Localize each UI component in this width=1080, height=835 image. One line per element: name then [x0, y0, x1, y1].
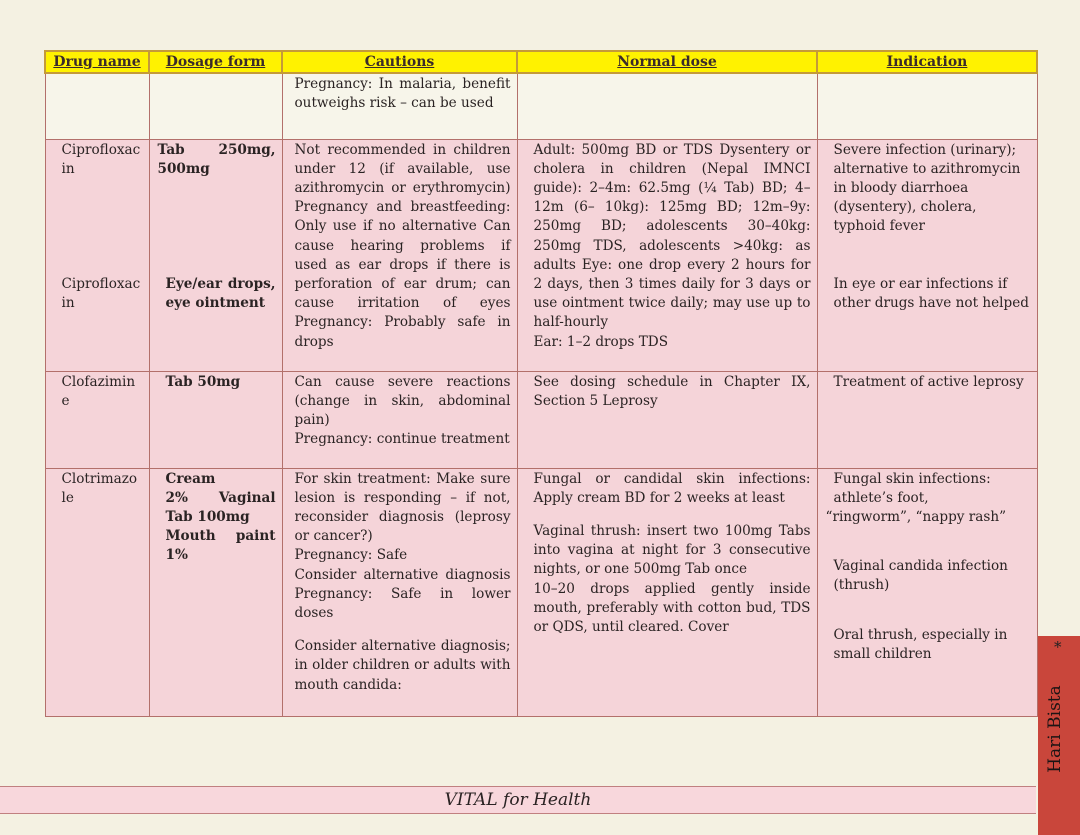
cautions-cell: Not recommended in children under 12 (if available, use azithromycin or erythromycin) Pregnancy and breastfeeding: Only use if no alternative Can cause hearing problems if used as ear drops if there is perforation of ear drum; can cause irritation of eyes Pregnancy: Probably safe in drops: [282, 139, 517, 371]
indication-cell: Treatment of active leprosy: [817, 371, 1037, 468]
footer-banner: [0, 786, 1036, 814]
normal-dose-cell: See dosing schedule in Chapter IX, Section 5 Leprosy: [517, 371, 817, 468]
header-dosage-form: Dosage form: [149, 51, 282, 73]
normal-dose-cell: Fungal or candidal skin infections: Apply cream BD for 2 weeks at least Vaginal thrush: insert two 100mg Tabs into vagina at night for 3 consecutive nights, or one 500mg Tab once 10–20 drops applied gently inside mouth, preferably with cotton bud, TDS or QDS, until cleared. Cover: [517, 468, 817, 716]
cautions-cell: For skin treatment: Make sure lesion is responding – if not, reconsider diagnosis (leprosy or cancer?) Pregnancy: Safe Consider alternative diagnosis Pregnancy: Safe in lower doses Consider alternative diagnosis; in older children or adults with mouth candida:: [282, 468, 517, 716]
drug-table: [44, 50, 1036, 717]
dosage-form-cell: Tab 50mg: [149, 371, 282, 468]
indication-cell: Fungal skin infections: athlete’s foot, “ringworm”, “nappy rash” Vaginal candida infection (thrush) Oral thrush, especially in small children: [817, 468, 1037, 716]
header-cautions: Cautions: [282, 51, 517, 73]
indication-cell: Severe infection (urinary); alternative to azithromycin in bloody diarrhoea (dysentery), cholera, typhoid fever In eye or ear infections if other drugs have not helped: [817, 139, 1037, 371]
header-drug-name: Drug name: [45, 51, 149, 73]
table-row: [45, 371, 1037, 468]
star-mark: *: [1054, 638, 1062, 656]
cautions-cell: Can cause severe reactions (change in skin, abdominal pain) Pregnancy: continue treatment: [282, 371, 517, 468]
footer-title: VITAL for Health: [444, 790, 592, 810]
table-row: [45, 73, 1037, 139]
cautions-cell: Pregnancy: In malaria, benefit outweighs risk – can be used: [282, 73, 517, 139]
header-indication: Indication: [817, 51, 1037, 73]
table-row: [45, 468, 1037, 716]
header-normal-dose: Normal dose: [517, 51, 817, 73]
drug-name-cell: Clotrimazo le: [45, 468, 149, 716]
normal-dose-cell: Adult: 500mg BD or TDS Dysentery or cholera in children (Nepal IMNCI guide): 2–4m: 62.5mg (¼ Tab) BD; 4–12m (6– 10kg): 125mg BD; 12m–9y: 250mg BD; adolescents 30–40kg: 250mg TDS, adolescents >40kg: as adults Eye: one drop every 2 hours for 2 days, then 3 times daily for 3 days or use ointment twice daily; may use up to half-hourly Ear: 1–2 drops TDS: [517, 139, 817, 371]
dosage-form-cell: Tab 250mg, 500mg Eye/ear drops, eye ointment: [149, 139, 282, 371]
header-row: [45, 51, 1037, 73]
drug-name-cell: Clofazimin e: [45, 371, 149, 468]
dosage-form-cell: Cream 2% Vaginal Tab 100mg Mouth paint 1%: [149, 468, 282, 716]
side-tab: [1038, 636, 1080, 835]
table-row: [45, 139, 1037, 371]
side-author-name: Hari Bista: [1045, 685, 1065, 773]
drug-name-cell: Ciprofloxac in Ciprofloxac in: [45, 139, 149, 371]
